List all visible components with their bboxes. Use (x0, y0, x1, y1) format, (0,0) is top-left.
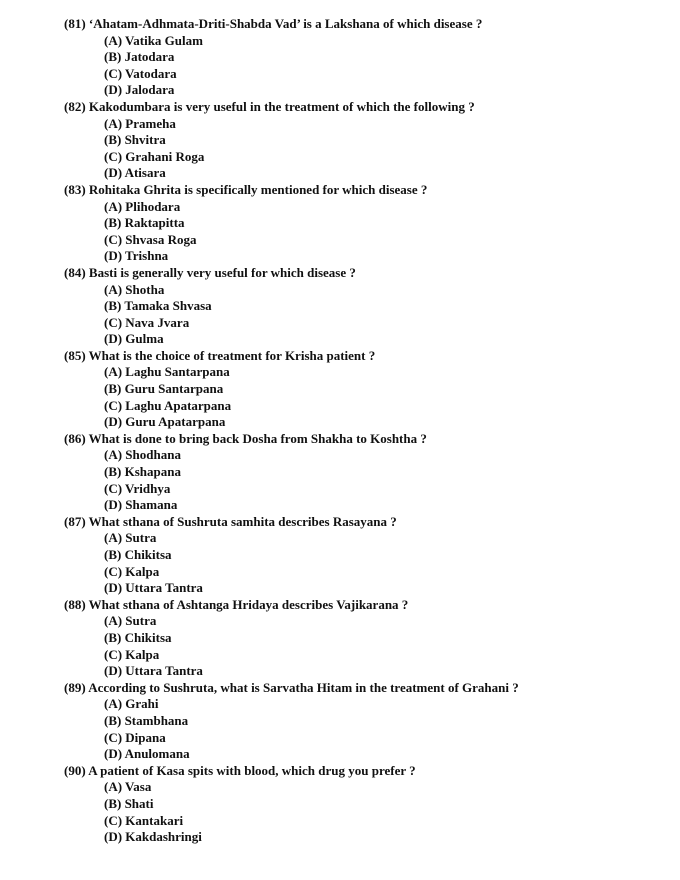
answer-option: (D) Jalodara (104, 82, 175, 98)
answer-option: (D) Trishna (104, 248, 169, 264)
answer-option: (C) Kalpa (104, 646, 160, 662)
answer-option: (C) Kantakari (104, 812, 184, 828)
answer-option: (C) Grahani Roga (104, 148, 205, 164)
question-text: (89) According to Sushruta, what is Sarvatha Hitam in the treatment of Grahani ? (64, 679, 519, 695)
question-block (0, 99, 680, 182)
question-text: (82) Kakodumbara is very useful in the treatment of which the following ? (64, 98, 475, 114)
question-text: (81) ‘Ahatam-Adhmata-Driti-Shabda Vad’ is a Lakshana of which disease ? (64, 16, 483, 31)
answer-option: (D) Uttara Tantra (104, 580, 203, 596)
answer-option: (C) Laghu Apatarpana (104, 397, 232, 413)
answer-option: (A) Sutra (104, 530, 157, 546)
question-block (0, 16, 680, 99)
answer-option: (C) Kalpa (104, 563, 160, 579)
question-block (0, 348, 680, 431)
answer-option: (B) Kshapana (104, 464, 181, 480)
answer-option: (D) Atisara (104, 165, 166, 181)
question-text: (88) What sthana of Ashtanga Hridaya describes Vajikarana ? (64, 596, 409, 612)
answer-option: (A) Vatika Gulam (104, 32, 203, 48)
answer-option: (B) Stambhana (104, 712, 189, 728)
answer-option: (C) Dipana (104, 729, 166, 745)
answer-option: (A) Plihodara (104, 198, 181, 214)
answer-option: (D) Anulomana (104, 746, 190, 762)
answer-option: (A) Prameha (104, 115, 176, 131)
question-block (0, 182, 680, 265)
answer-option: (B) Jatodara (104, 49, 175, 65)
answer-option: (B) Tamaka Shvasa (104, 298, 212, 314)
answer-option: (B) Shati (104, 795, 154, 811)
answer-option: (C) Nava Jvara (104, 314, 190, 330)
question-text: (86) What is done to bring back Dosha from Shakha to Koshtha ? (64, 430, 427, 446)
question-block (0, 265, 680, 348)
answer-option: (B) Raktapitta (104, 215, 185, 231)
question-block (0, 597, 680, 680)
answer-option: (C) Vatodara (104, 65, 177, 81)
answer-option: (C) Shvasa Roga (104, 231, 197, 247)
question-block (0, 763, 680, 846)
answer-option: (D) Gulma (104, 331, 164, 347)
question-text: (84) Basti is generally very useful for which disease ? (64, 264, 356, 280)
answer-option: (D) Uttara Tantra (104, 663, 203, 679)
answer-option: (B) Guru Santarpana (104, 381, 224, 397)
question-block (0, 680, 680, 763)
question-text: (83) Rohitaka Ghrita is specifically mentioned for which disease ? (64, 181, 428, 197)
question-text: (90) A patient of Kasa spits with blood, which drug you prefer ? (64, 762, 416, 778)
answer-option: (A) Shodhana (104, 447, 181, 463)
answer-option: (D) Guru Apatarpana (104, 414, 226, 430)
question-text: (85) What is the choice of treatment for Krisha patient ? (64, 347, 376, 363)
question-block (0, 514, 680, 597)
question-text: (87) What sthana of Sushruta samhita describes Rasayana ? (64, 513, 397, 529)
question-block (0, 431, 680, 514)
answer-option: (B) Chikitsa (104, 547, 172, 562)
answer-option: (B) Chikitsa (104, 629, 172, 645)
answer-option: (A) Sutra (104, 613, 157, 629)
answer-option: (D) Kakdashringi (104, 829, 202, 845)
answer-option: (A) Shotha (104, 281, 165, 297)
answer-option: (A) Laghu Santarpana (104, 364, 230, 380)
answer-option: (D) Shamana (104, 497, 178, 513)
answer-option: (A) Vasa (104, 779, 152, 795)
answer-option: (A) Grahi (104, 696, 159, 712)
answer-option: (C) Vridhya (104, 480, 171, 496)
question-page (0, 16, 680, 846)
answer-option: (B) Shvitra (104, 132, 166, 148)
